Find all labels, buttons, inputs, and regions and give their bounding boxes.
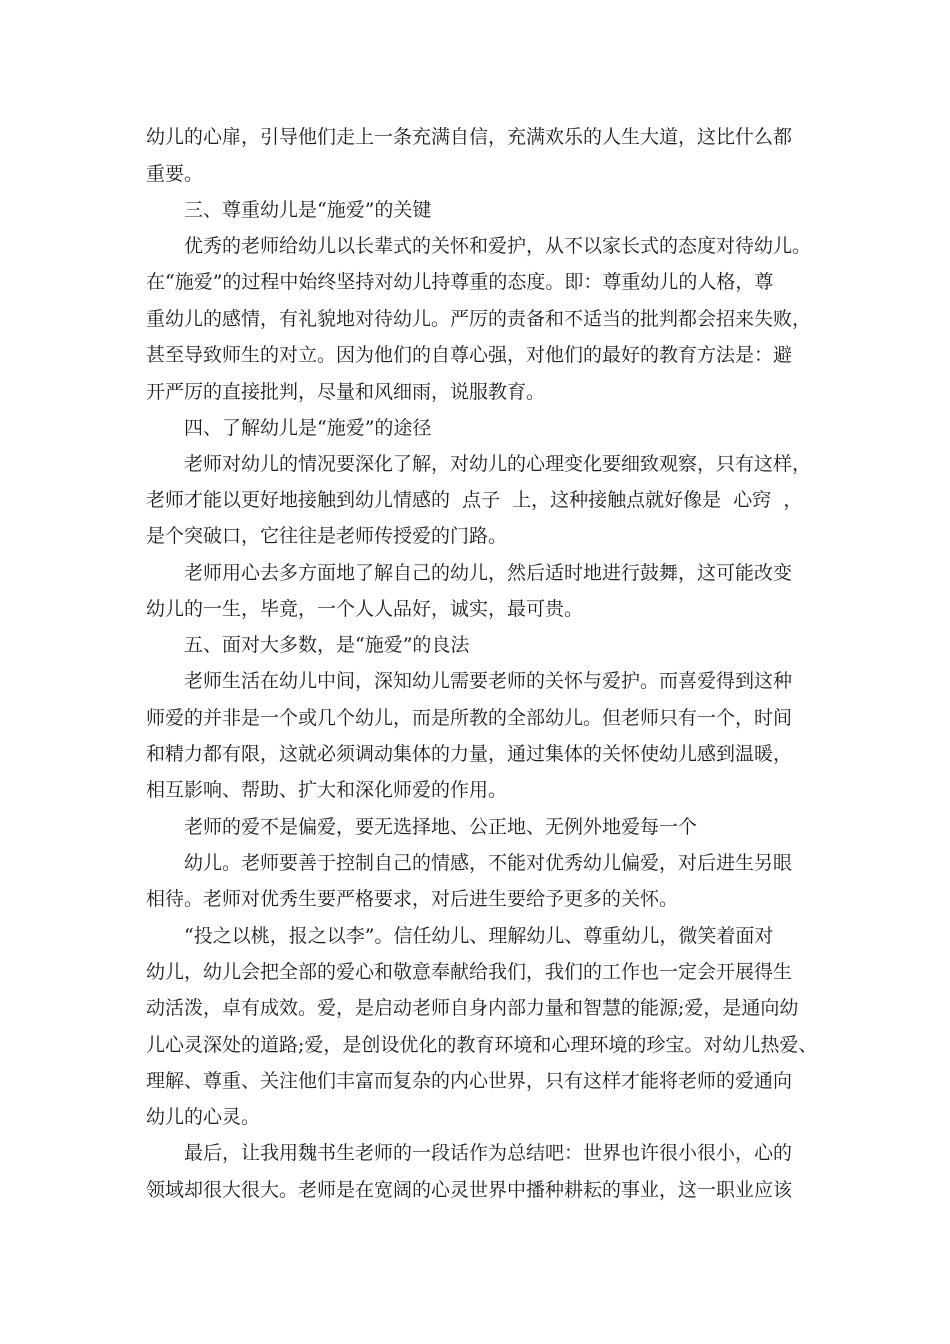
section-heading: 四、了解幼儿是“施爱”的途径 [184,417,432,439]
text-line: 幼儿的心灵。 [146,1106,261,1128]
text-line: “投之以桃，报之以李”。信任幼儿、理解幼儿、尊重幼儿，微笑着面对 [184,925,774,947]
text-line: 老师的爱不是偏爱，要无选择地、公正地、无例外地爱每一个 [184,816,698,838]
text-line: 重幼儿的感情，有礼貌地对待幼儿。严厉的责备和不适当的批判都会招来失败， [146,308,812,330]
text-line: 在“施爱”的过程中始终坚持对幼儿持尊重的态度。即：尊重幼儿的人格，尊 [146,271,774,293]
text-line: 甚至导致师生的对立。因为他们的自尊心强，对他们的最好的教育方法是：避 [146,344,793,366]
text-line: 相待。老师对优秀生要严格要求，对后进生要给予更多的关怀。 [146,888,679,910]
text-line: 是个突破口，它往往是老师传授爱的门路。 [146,525,508,547]
section-heading: 三、尊重幼儿是“施爱”的关键 [184,199,432,221]
text-line: 老师才能以更好地接触到幼儿情感的 点子 上，这种接触点就好像是 心窍 ， [146,489,803,511]
text-line: 老师用心去多方面地了解自己的幼儿，然后适时地进行鼓舞，这可能改变 [184,562,793,584]
text-line: 老师生活在幼儿中间，深知幼儿需要老师的关怀与爱护。而喜爱得到这种 [184,670,793,692]
text-line: 相互影响、帮助、扩大和深化师爱的作用。 [146,779,508,801]
text-line: 儿心灵深处的道路;爱，是创设优化的教育环境和心理环境的珍宝。对幼儿热爱、 [146,1034,818,1056]
text-line: 师爱的并非是一个或几个幼儿，而是所教的全部幼儿。但老师只有一个，时间 [146,707,793,729]
text-line: 和精力都有限，这就必须调动集体的力量，通过集体的关怀使幼儿感到温暖， [146,743,793,765]
text-line: 老师对幼儿的情况要深化了解，对幼儿的心理变化要细致观察，只有这样， [184,453,812,475]
text-line: 理解、尊重、关注他们丰富而复杂的内心世界，只有这样才能将老师的爱通向 [146,1070,793,1092]
text-line: 幼儿的心扉，引导他们走上一条充满自信，充满欢乐的人生大道，这比什么都 [146,126,793,148]
text-line: 动活泼，卓有成效。爱，是启动老师自身内部力量和智慧的能源;爱，是通向幼 [146,997,799,1019]
text-line: 最后，让我用魏书生老师的一段话作为总结吧：世界也许很小很小，心的 [184,1142,793,1164]
text-line: 幼儿。老师要善于控制自己的情感，不能对优秀幼儿偏爱，对后进生另眼 [184,852,793,874]
section-heading: 五、面对大多数，是“施爱”的良法 [184,634,470,656]
text-line: 开严厉的直接批判，尽量和风细雨，说服教育。 [146,381,546,403]
text-line: 重要。 [146,163,204,185]
text-line: 优秀的老师给幼儿以长辈式的关怀和爱护，从不以家长式的态度对待幼儿。 [184,235,812,257]
text-line: 幼儿，幼儿会把全部的爱心和敬意奉献给我们，我们的工作也一定会开展得生 [146,961,793,983]
text-line: 幼儿的一生，毕竟，一个人人品好，诚实，最可贵。 [146,598,584,620]
text-line: 领域却很大很大。老师是在宽阔的心灵世界中播种耕耘的事业，这一职业应该 [146,1179,793,1201]
